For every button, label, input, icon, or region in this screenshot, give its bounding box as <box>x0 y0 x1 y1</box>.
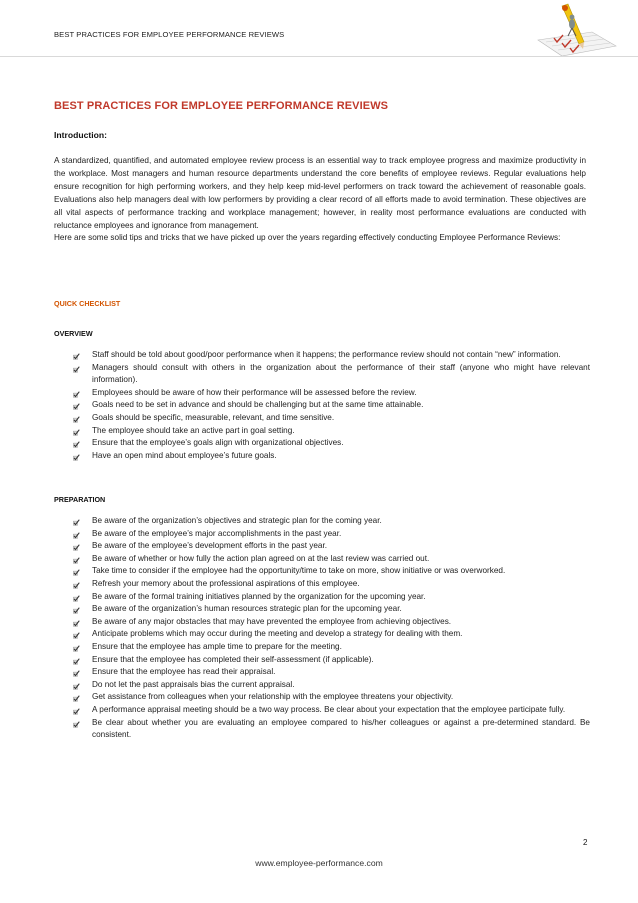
list-item <box>92 553 590 566</box>
checkmark-bullet-icon <box>73 518 80 525</box>
list-item <box>92 641 590 654</box>
checkmark-bullet-icon <box>73 644 80 651</box>
list-item-text: Ensure that the employee has completed their self-assessment (if applicable). <box>92 654 374 664</box>
list-item <box>92 515 590 528</box>
list-item-text: Anticipate problems which may occur during the meeting and develop a strategy for dealing with them. <box>92 629 463 639</box>
list-item <box>92 565 590 578</box>
list-item <box>92 540 590 553</box>
list-item <box>92 616 590 629</box>
checkmark-bullet-icon <box>73 568 80 575</box>
preparation-heading: PREPARATION <box>54 495 106 504</box>
list-item-text: Be aware of any major obstacles that may have prevented the employee from achieving objectives. <box>92 616 452 626</box>
checkmark-bullet-icon <box>73 657 80 664</box>
document-title: BEST PRACTICES FOR EMPLOYEE PERFORMANCE REVIEWS <box>54 100 389 112</box>
tips-paragraph: Here are some solid tips and tricks that we have picked up over the years regarding effectively conducting Employee Performance Reviews: <box>54 233 561 242</box>
list-item <box>92 591 590 604</box>
checkmark-bullet-icon <box>73 606 80 613</box>
preparation-list <box>92 515 590 742</box>
list-item <box>92 362 590 387</box>
header-divider <box>0 56 638 57</box>
checkmark-bullet-icon <box>73 415 80 422</box>
list-item <box>92 603 590 616</box>
list-item-text: Ensure that the employee has read their appraisal. <box>92 667 276 677</box>
list-item <box>92 666 590 679</box>
checkmark-bullet-icon <box>73 402 80 409</box>
list-item-text: Refresh your memory about the professional aspirations of this employee. <box>92 578 360 588</box>
list-item-text: Be aware of the organization’s human resources strategic plan for the upcoming year. <box>92 604 402 614</box>
checkmark-bullet-icon <box>73 619 80 626</box>
list-item <box>92 679 590 692</box>
list-item-text: Have an open mind about employee’s future goals. <box>92 450 277 460</box>
list-item-text: Be aware of the employee’s development efforts in the past year. <box>92 541 328 551</box>
checkmark-bullet-icon <box>73 365 80 372</box>
checkmark-bullet-icon <box>73 556 80 563</box>
checkmark-bullet-icon <box>73 594 80 601</box>
list-item-text: Be aware of the formal training initiatives planned by the organization for the upcoming year. <box>92 591 426 601</box>
list-item <box>92 528 590 541</box>
list-item <box>92 691 590 704</box>
list-item <box>92 654 590 667</box>
list-item-text: Take time to consider if the employee had the opportunity/time to take on more, show initiative or was overworked. <box>92 566 506 576</box>
checkmark-bullet-icon <box>73 707 80 714</box>
overview-heading: OVERVIEW <box>54 329 93 338</box>
list-item-text: The employee should take an active part in goal setting. <box>92 425 295 435</box>
list-item-text: A performance appraisal meeting should be a two way process. Be clear about your expectation that the employee participate fully. <box>92 704 566 714</box>
list-item <box>92 450 590 463</box>
list-item-text: Get assistance from colleagues when your relationship with the employee threatens your objectivity. <box>92 692 454 702</box>
checkmark-bullet-icon <box>73 581 80 588</box>
checkmark-bullet-icon <box>73 440 80 447</box>
quick-checklist-heading: QUICK CHECKLIST <box>54 299 121 308</box>
list-item-text: Ensure that the employee’s goals align with organizational objectives. <box>92 438 344 448</box>
list-item-text: Goals need to be set in advance and should be challenging but at the same time attainable. <box>92 400 424 410</box>
list-item-text: Be clear about whether you are evaluating an employee compared to his/her colleagues or against a pre-determined standard. Be consistent. <box>92 717 590 740</box>
list-item <box>92 349 590 362</box>
list-item <box>92 412 590 425</box>
checkmark-bullet-icon <box>73 669 80 676</box>
checkmark-bullet-icon <box>73 352 80 359</box>
list-item-text: Managers should consult with others in the organization about the performance of their staff (anyone who might have relevant information). <box>92 362 590 385</box>
overview-list <box>92 349 590 462</box>
list-item <box>92 628 590 641</box>
checkmark-bullet-icon <box>73 682 80 689</box>
checkmark-bullet-icon <box>73 631 80 638</box>
list-item-text: Be aware of the employee’s major accomplishments in the past year. <box>92 528 342 538</box>
checkmark-bullet-icon <box>73 428 80 435</box>
list-item <box>92 578 590 591</box>
list-item-text: Employees should be aware of how their performance will be assessed before the review. <box>92 387 417 397</box>
list-item <box>92 399 590 412</box>
list-item-text: Be aware of whether or how fully the action plan agreed on at the last review was carried out. <box>92 553 430 563</box>
checkmark-bullet-icon <box>73 694 80 701</box>
intro-heading: Introduction: <box>54 130 107 140</box>
list-item <box>92 717 590 742</box>
list-item <box>92 387 590 400</box>
checkmark-bullet-icon <box>73 720 80 727</box>
list-item <box>92 425 590 438</box>
running-header: BEST PRACTICES FOR EMPLOYEE PERFORMANCE REVIEWS <box>54 30 285 39</box>
list-item <box>92 704 590 717</box>
list-item-text: Be aware of the organization’s objectives and strategic plan for the coming year. <box>92 516 382 525</box>
page-number: 2 <box>583 838 588 847</box>
list-item-text: Staff should be told about good/poor performance when it happens; the performance review should not contain “new” information. <box>92 350 561 359</box>
checkmark-bullet-icon <box>73 390 80 397</box>
list-item-text: Ensure that the employee has ample time to prepare for the meeting. <box>92 641 342 651</box>
footer-website-link[interactable]: www.employee-performance.com <box>255 858 383 868</box>
list-item-text: Goals should be specific, measurable, relevant, and time sensitive. <box>92 412 335 422</box>
checklist-pencil-logo <box>532 0 620 62</box>
list-item <box>92 437 590 450</box>
list-item-text: Do not let the past appraisals bias the current appraisal. <box>92 679 295 689</box>
checkmark-bullet-icon <box>73 531 80 538</box>
intro-paragraph: A standardized, quantified, and automated employee review process is an essential way to track employee progress and maximize productivity in the workplace. Most managers and human resource departments understand the core benefits of employee reviews. Regular evaluations help ensure recognition for high performing workers, and they help keep mid-level performers on track toward the achievement of reasonable goals. Evaluations also help managers deal with low performers by providing a clear record of all efforts made to avoid termination. These objectives are all vital aspects of performance tracking and workplace management; however, in reality most performance evaluations are conducted with reluctance employees and ignorance from management. <box>54 156 586 230</box>
checkmark-bullet-icon <box>73 543 80 550</box>
checkmark-bullet-icon <box>73 453 80 460</box>
